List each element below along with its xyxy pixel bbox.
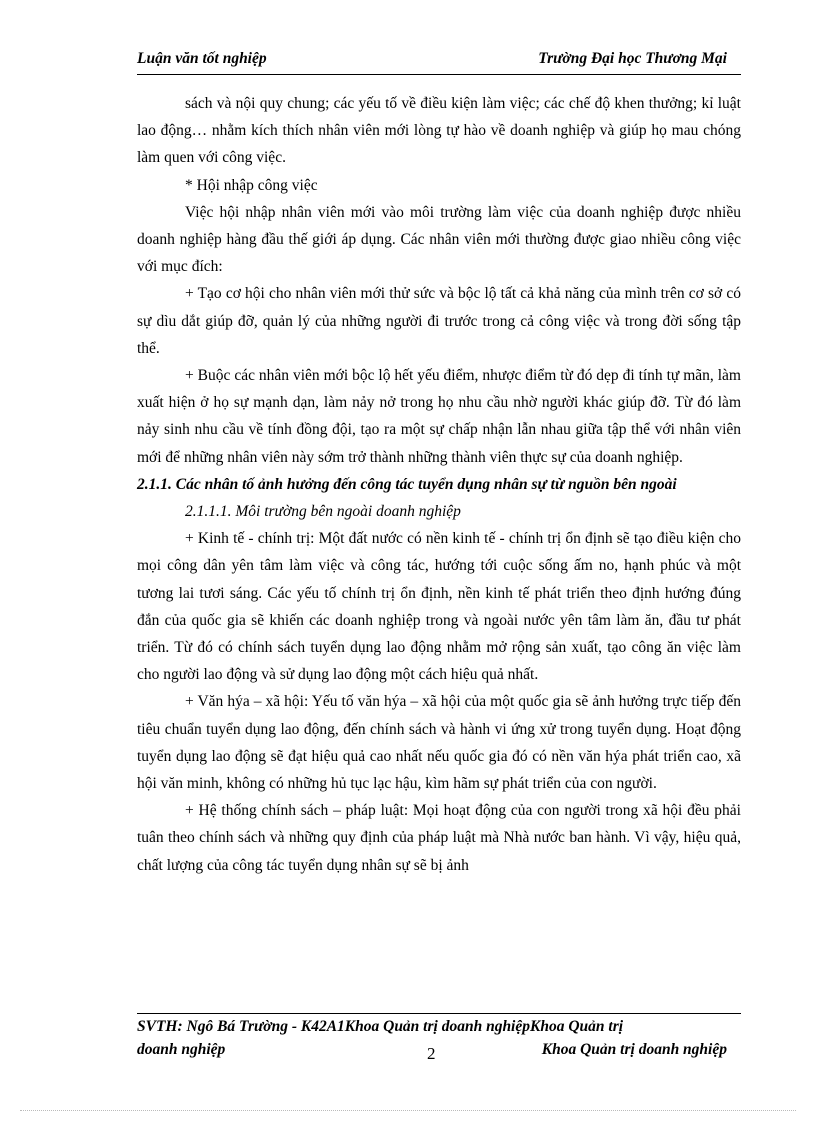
paragraph-4: + Tạo cơ hội cho nhân viên mới thử sức và bộc lộ tất cả khả năng của mình trên cơ sở có sự dìu dắt giúp đỡ, quản lý của những người đi trước trong cả công việc và trong đời sống tập thể. — [137, 285, 741, 357]
paragraph-5: + Buộc các nhân viên mới bộc lộ hết yếu điểm, nhược điểm từ đó dẹp đi tính tự mãn, làm xuất hiện ở họ sự mạnh dạn, làm nảy nở trong họ nhu cầu nhờ người khác giúp đỡ. Từ đó làm nảy sinh nhu cầu về tính đồng đội, tạo ra một sự chấp nhận lẫn nhau giữa tập thể với nhân viên mới để những nhân viên này sớm trở thành những thành viên thực sự của doanh nghiệp. — [137, 367, 741, 466]
subsection-heading-2-1-1-1: 2.1.1.1. Môi trường bên ngoài doanh nghiệp — [185, 503, 461, 521]
page-bottom-divider — [20, 1110, 796, 1111]
footer-line-2: doanh nghiệp — [137, 1041, 226, 1058]
paragraph-kinh-te: + Kinh tế - chính trị: Một đất nước có nền kinh tế - chính trị ổn định sẽ tạo điều kiện cho mọi công dân yên tâm làm việc và công tác, hướng tới cuộc sống ấm no, hạnh phúc và một tương lai tươi sáng. Các yếu tố chính trị ổn định, nền kinh tế phát triển theo định hướng đúng đắn của quốc gia sẽ khiến các doanh nghiệp trong và ngoài nước yên tâm làm ăn, đầu tư phát triển. Từ đó có chính sách tuyển dụng lao động nhằm mở rộng sản xuất, tạo công ăn việc làm cho người lao động và sử dụng lao động một cách hiệu quả nhất. — [137, 530, 741, 684]
header-right-title: Trường Đại học Thương Mại — [538, 50, 727, 67]
header-left-title: Luận văn tốt nghiệp — [137, 50, 267, 67]
paragraph-hoi-nhap: * Hội nhập công việc — [185, 176, 318, 194]
paragraph-3: Việc hội nhập nhân viên mới vào môi trường làm việc của doanh nghiệp được nhiều doanh nghiệp hàng đầu thế giới áp dụng. Các nhân viên mới thường được giao nhiều công việc với mục đích: — [137, 203, 741, 276]
paragraph-van-hoa: + Văn hýa – xã hội: Yếu tố văn hýa – xã hội của một quốc gia sẽ ảnh hưởng trực tiếp đến tiêu chuẩn tuyển dụng lao động, đến chính sách và hành vi ứng xử trong tuyển dụng. Hoạt động tuyển dụng lao động sẽ đạt hiệu quả cao nhất nếu quốc gia đó có nền văn hýa phát triển cao, xã hội văn minh, không có những hủ tục lạc hậu, kìm hãm sự phát triển của con người. — [137, 693, 741, 793]
paragraph-1: sách và nội quy chung; các yếu tố về điều kiện làm việc; các chế độ khen thưởng; kỉ luật lao động… nhằm kích thích nhân viên mới lòng tự hào về doanh nghiệp và giúp họ mau chóng làm quen với công việc. — [137, 95, 741, 167]
section-heading-2-1-1: 2.1.1. Các nhân tố ảnh hưởng đến công tác tuyển dụng nhân sự từ nguồn bên ngoài — [137, 475, 677, 493]
page-footer — [137, 1013, 741, 1063]
footer-author-line: SVTH: Ngô Bá Trường - K42A1Khoa Quản trị doanh nghiệpKhoa Quản trị — [137, 1018, 624, 1035]
paragraph-chinh-sach: + Hệ thống chính sách – pháp luật: Mọi hoạt động của con người trong xã hội đều phải tuân theo chính sách và những quy định của pháp luật mà Nhà nước ban hành. Vì vậy, hiệu quả, chất lượng của công tác tuyển dụng nhân sự sẽ bị ảnh — [137, 802, 741, 874]
document-body — [137, 90, 741, 879]
page-header — [137, 46, 741, 75]
footer-faculty: Khoa Quản trị doanh nghiệp — [541, 1041, 727, 1058]
page-number: 2 — [427, 1044, 436, 1063]
